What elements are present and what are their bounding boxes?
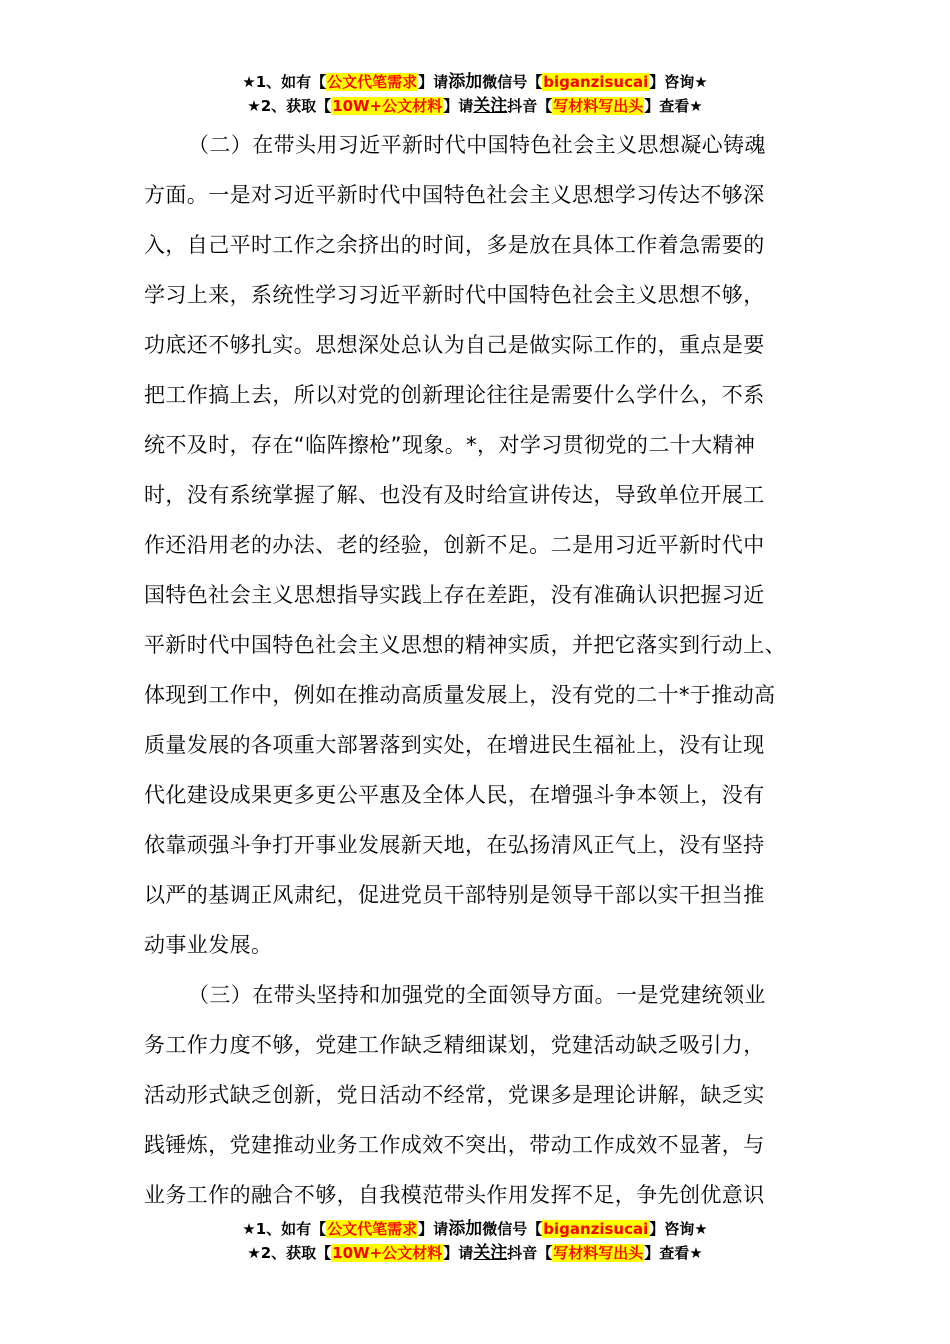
text-line: 依靠顽强斗争打开事业发展新天地，在弘扬清风正气上，没有坚持 — [144, 833, 765, 857]
header-banner — [0, 70, 950, 118]
text-line: （二）在带头用习近平新时代中国特色社会主义思想凝心铸魂 — [188, 133, 766, 157]
text-line: 代化建设成果更多更公平惠及全体人民，在增强斗争本领上，没有 — [144, 783, 765, 807]
banner-highlight: 10W+公文材料 — [332, 1244, 443, 1262]
banner-highlight: 10W+公文材料 — [332, 97, 443, 115]
text-line: （三）在带头坚持和加强党的全面领导方面。一是党建统领业 — [188, 983, 766, 1007]
text-line: 活动形式缺乏创新，党日活动不经常，党课多是理论讲解，缺乏实 — [144, 1083, 765, 1107]
text-line: 质量发展的各项重大部署落到实处，在增进民生福祉上，没有让现 — [144, 733, 765, 757]
text-line: 功底还不够扎实。思想深处总认为自己是做实际工作的，重点是要 — [144, 333, 765, 357]
banner-highlight: biganzisucai — [543, 73, 649, 91]
banner-highlight: 公文代笔需求 — [327, 1220, 418, 1238]
text-line: 业务工作的融合不够，自我模范带头作用发挥不足，争先创优意识 — [144, 1183, 765, 1207]
banner-line-2: ★2、获取【10W+公文材料】请关注抖音【写材料写出头】查看★ — [247, 96, 703, 116]
banner-highlight: 公文代笔需求 — [327, 73, 418, 91]
text-line: 作还沿用老的办法、老的经验，创新不足。二是用习近平新时代中 — [144, 533, 765, 557]
text-line: 动事业发展。 — [144, 933, 273, 957]
text-line: 把工作搞上去，所以对党的创新理论往往是需要什么学什么，不系 — [144, 383, 765, 407]
text-line: 体现到工作中，例如在推动高质量发展上，没有党的二十*于推动高 — [144, 683, 776, 707]
banner-highlight: 写材料写出头 — [553, 1244, 644, 1262]
text-line: 学习上来，系统性学习习近平新时代中国特色社会主义思想不够， — [144, 283, 765, 307]
footer-banner — [0, 1217, 950, 1265]
banner-line-1: ★1、如有【公文代笔需求】请添加微信号【biganzisucai】咨询★ — [242, 1219, 708, 1239]
banner-line-2: ★2、获取【10W+公文材料】请关注抖音【写材料写出头】查看★ — [247, 1243, 703, 1263]
text-line: 践锤炼，党建推动业务工作成效不突出，带动工作成效不显著，与 — [144, 1133, 765, 1157]
text-line: 时，没有系统掌握了解、也没有及时给宣讲传达，导致单位开展工 — [144, 483, 765, 507]
text-line: 国特色社会主义思想指导实践上存在差距，没有准确认识把握习近 — [144, 583, 765, 607]
text-line: 以严的基调正风肃纪，促进党员干部特别是领导干部以实干担当推 — [144, 883, 765, 907]
text-line: 方面。一是对习近平新时代中国特色社会主义思想学习传达不够深 — [144, 183, 765, 207]
text-line: 入，自己平时工作之余挤出的时间，多是放在具体工作着急需要的 — [144, 233, 765, 257]
banner-highlight: 写材料写出头 — [553, 97, 644, 115]
text-line: 务工作力度不够，党建工作缺乏精细谋划，党建活动缺乏吸引力， — [144, 1033, 765, 1057]
document-body — [144, 120, 806, 1220]
banner-highlight: biganzisucai — [543, 1220, 649, 1238]
banner-line-1: ★1、如有【公文代笔需求】请添加微信号【biganzisucai】咨询★ — [242, 72, 708, 92]
text-line: 统不及时，存在“临阵擦枪”现象。*，对学习贯彻党的二十大精神 — [144, 433, 756, 457]
text-line: 平新时代中国特色社会主义思想的精神实质，并把它落实到行动上、 — [144, 633, 786, 657]
